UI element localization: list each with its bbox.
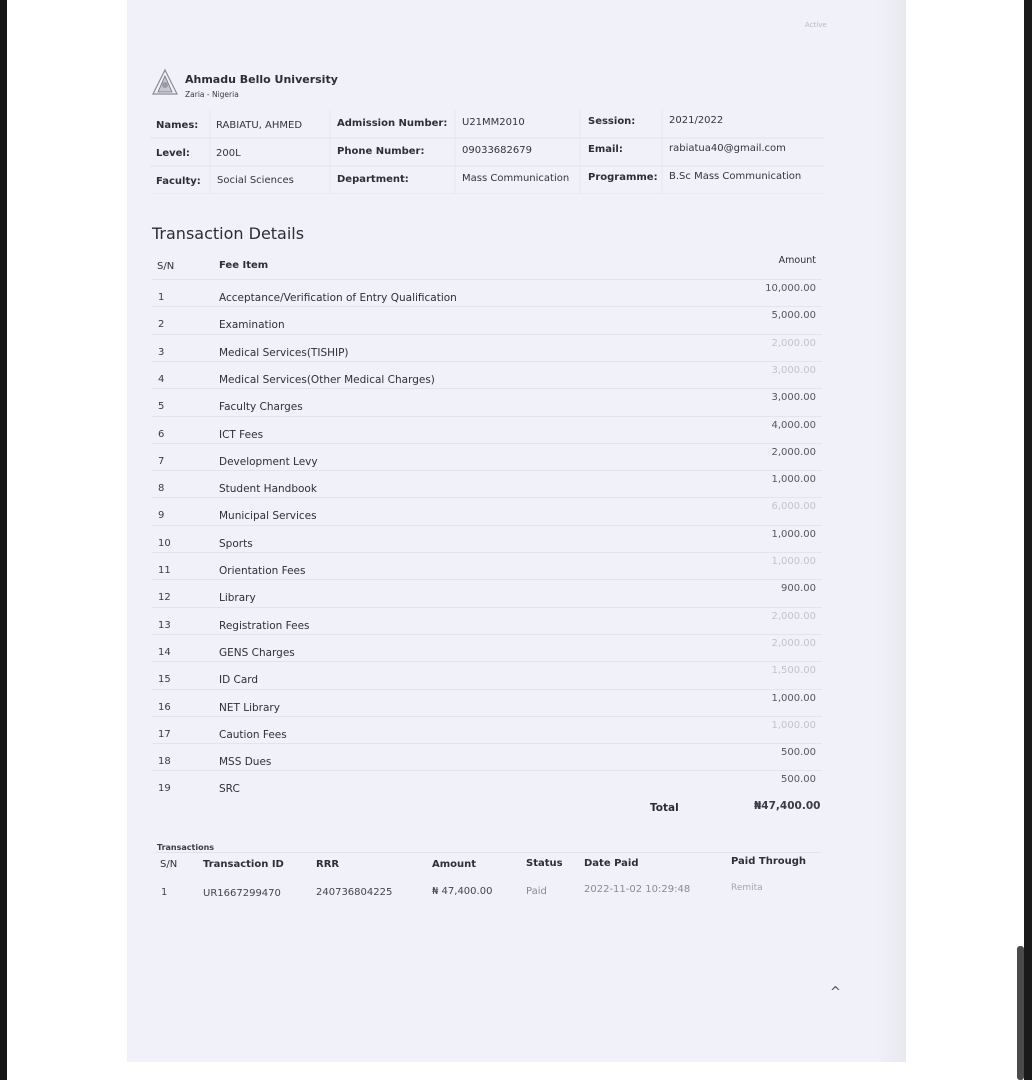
admission-label: Admission Number: xyxy=(337,118,448,129)
programme-label: Programme: xyxy=(588,172,658,183)
fee-row xyxy=(152,306,822,334)
fee-item: SRC xyxy=(219,783,240,796)
fee-col-amount: Amount xyxy=(778,255,816,266)
tx-col-date: Date Paid xyxy=(584,858,639,869)
fee-amount: 2,000.00 xyxy=(771,637,816,649)
fee-row xyxy=(152,770,822,798)
total-label: Total xyxy=(650,802,679,814)
fee-sn: 11 xyxy=(158,565,171,576)
fee-amount: 4,000.00 xyxy=(771,419,816,431)
fee-col-sn: S/N xyxy=(157,261,175,272)
fee-item: NET Library xyxy=(219,701,280,714)
tx-col-through: Paid Through xyxy=(731,856,807,867)
fee-amount: 5,000.00 xyxy=(771,310,816,322)
admission-value: U21MM2010 xyxy=(462,117,525,128)
tx-col-amount: Amount xyxy=(432,859,477,870)
fee-item: Examination xyxy=(219,319,285,332)
fee-row xyxy=(152,689,822,717)
fee-row xyxy=(152,607,822,635)
email-label: Email: xyxy=(588,144,623,155)
university-location: Zaria - Nigeria xyxy=(185,90,239,99)
page-shadow xyxy=(876,0,906,1062)
names-value: RABIATU, AHMED xyxy=(216,120,303,131)
fee-sn: 7 xyxy=(158,455,165,467)
fee-item: Orientation Fees xyxy=(219,565,306,577)
fee-item: ID Card xyxy=(219,674,259,687)
transaction-details-title: Transaction Details xyxy=(152,224,305,243)
level-value: 200L xyxy=(216,148,241,159)
fee-sn: 17 xyxy=(158,728,171,740)
fee-amount: 1,500.00 xyxy=(771,665,816,677)
fee-row xyxy=(152,497,822,525)
fee-amount: 3,000.00 xyxy=(771,364,816,376)
fee-amount: 10,000.00 xyxy=(765,283,816,294)
tx-row-through: Remita xyxy=(731,883,763,893)
fee-row xyxy=(152,552,822,580)
fee-col-item: Fee Item xyxy=(219,260,269,271)
fee-row xyxy=(152,443,822,471)
transactions-table xyxy=(155,852,820,908)
fee-amount: 1,000.00 xyxy=(771,474,816,486)
tx-col-rrr: RRR xyxy=(316,859,340,870)
fee-row xyxy=(152,579,822,607)
fee-row xyxy=(152,634,822,662)
phone-value: 09033682679 xyxy=(462,145,532,156)
fee-amount: 2,000.00 xyxy=(771,337,816,349)
viewer-left-edge xyxy=(0,0,7,1080)
email-value: rabiatua40@gmail.com xyxy=(669,143,786,154)
fee-amount: 2,000.00 xyxy=(771,446,816,458)
fee-sn: 14 xyxy=(158,646,171,658)
fee-row xyxy=(152,470,822,498)
fee-sn: 4 xyxy=(158,373,165,385)
faculty-label: Faculty: xyxy=(156,176,201,187)
tx-col-sn: S/N xyxy=(160,859,178,870)
fee-item: ICT Fees xyxy=(219,428,264,441)
fee-sn: 16 xyxy=(158,701,171,713)
fee-amount: 1,000.00 xyxy=(771,556,816,567)
fee-sn: 13 xyxy=(158,619,171,631)
fee-item: Student Handbook xyxy=(219,483,317,496)
fee-item: Registration Fees xyxy=(219,619,310,632)
university-crest-icon xyxy=(150,68,180,98)
fee-item: Municipal Services xyxy=(219,510,317,523)
fee-amount: 1,000.00 xyxy=(771,528,816,540)
fee-item: Sports xyxy=(219,537,253,550)
total-value: ₦47,400.00 xyxy=(754,800,821,812)
fee-row xyxy=(152,334,822,362)
fee-sn: 8 xyxy=(158,483,165,495)
fee-amount: 1,000.00 xyxy=(771,719,816,731)
fee-row xyxy=(152,416,822,444)
tx-row-date: 2022-11-02 10:29:48 xyxy=(584,884,691,895)
fee-row xyxy=(152,279,822,307)
fee-amount: 6,000.00 xyxy=(771,501,816,513)
viewer-right-edge xyxy=(1024,0,1032,1080)
fee-row xyxy=(152,716,822,744)
fee-amount: 1,000.00 xyxy=(771,692,816,704)
fee-row xyxy=(152,743,822,771)
fee-amount: 500.00 xyxy=(781,774,816,786)
fee-sn: 1 xyxy=(158,292,165,303)
fee-item: Caution Fees xyxy=(219,728,287,741)
fee-row xyxy=(152,361,822,389)
level-label: Level: xyxy=(156,148,190,159)
fee-amount: 3,000.00 xyxy=(771,392,816,404)
tx-row-status: Paid xyxy=(526,886,547,897)
fee-item: Medical Services(Other Medical Charges) xyxy=(219,373,435,386)
fee-row xyxy=(152,661,822,689)
fee-sn: 12 xyxy=(158,592,171,604)
student-info-panel xyxy=(150,110,825,194)
faculty-value: Social Sciences xyxy=(217,175,294,186)
tx-row-id: UR1667299470 xyxy=(203,888,281,899)
fee-amount: 500.00 xyxy=(781,747,816,759)
tx-row-sn: 1 xyxy=(161,887,168,898)
fee-sn: 18 xyxy=(158,756,171,768)
fee-amount: 2,000.00 xyxy=(771,610,816,622)
fee-sn: 2 xyxy=(158,319,165,331)
tx-row-rrr: 240736804225 xyxy=(316,887,393,898)
fee-item: Faculty Charges xyxy=(219,401,303,414)
fee-sn: 9 xyxy=(158,510,165,522)
chevron-up-icon: ^ xyxy=(830,985,841,1000)
fee-sn: 15 xyxy=(158,674,171,686)
scrollbar-thumb[interactable] xyxy=(1017,946,1024,1080)
tx-col-id: Transaction ID xyxy=(203,859,284,870)
transactions-caption: Transactions xyxy=(157,843,215,852)
session-label: Session: xyxy=(588,116,636,127)
fee-item: Development Levy xyxy=(219,455,318,468)
fee-item: MSS Dues xyxy=(219,756,272,769)
tx-col-status: Status xyxy=(526,858,563,869)
fee-item: Medical Services(TISHIP) xyxy=(219,346,349,359)
department-label: Department: xyxy=(337,174,409,185)
names-label: Names: xyxy=(156,120,199,131)
status-stamp: Active xyxy=(805,21,827,29)
fee-row xyxy=(152,525,822,553)
fee-sn: 19 xyxy=(158,783,171,795)
fee-amount: 900.00 xyxy=(781,583,816,595)
department-value: Mass Communication xyxy=(462,173,570,184)
fee-sn: 6 xyxy=(158,428,165,440)
programme-value: B.Sc Mass Communication xyxy=(669,171,802,182)
fee-sn: 10 xyxy=(158,537,171,549)
fee-sn: 3 xyxy=(158,346,165,358)
fee-sn: 5 xyxy=(158,401,165,413)
fee-item: GENS Charges xyxy=(219,646,295,659)
university-name: Ahmadu Bello University xyxy=(185,73,338,86)
fee-row xyxy=(152,388,822,416)
tx-row-amount: ₦ 47,400.00 xyxy=(432,886,493,897)
session-value: 2021/2022 xyxy=(669,115,724,126)
fee-item: Library xyxy=(219,592,256,605)
fee-item: Acceptance/Verification of Entry Qualification xyxy=(219,292,457,304)
phone-label: Phone Number: xyxy=(337,146,425,157)
